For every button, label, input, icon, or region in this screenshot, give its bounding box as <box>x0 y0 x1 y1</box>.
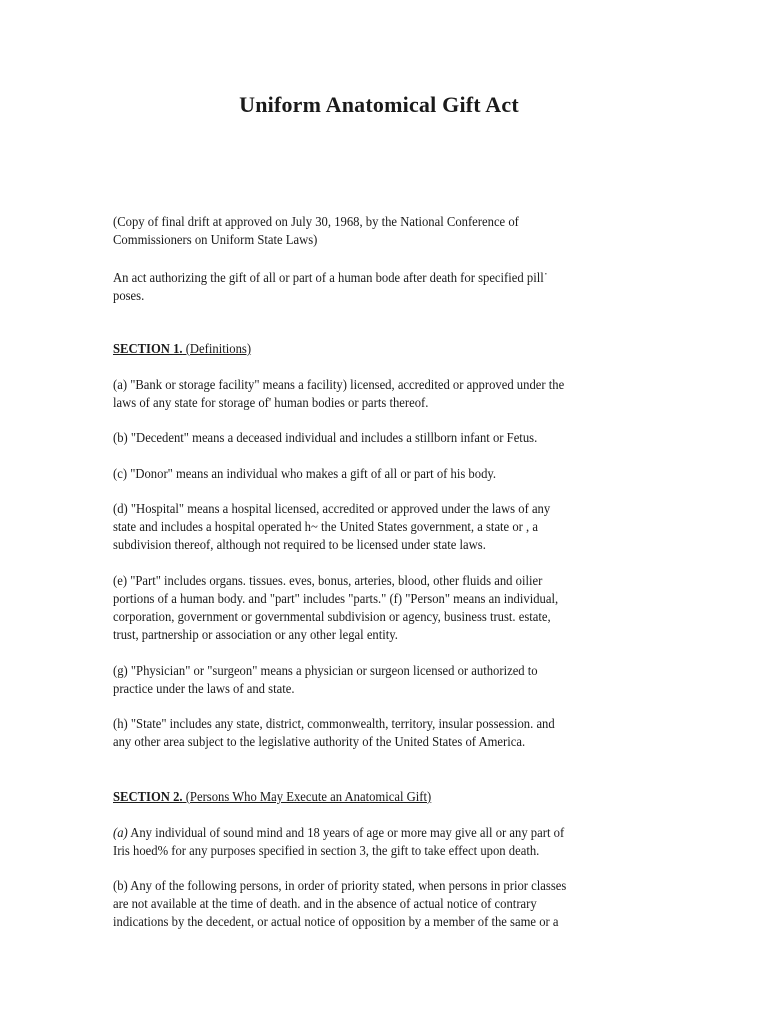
section-2-a-paragraph <box>113 824 615 860</box>
section-2-title: (Persons Who May Execute an Anatomical Gift) <box>182 789 432 804</box>
section-2-number: SECTION 2. <box>113 789 183 804</box>
text-line: (a) "Bank or storage facility" means a facility) licensed, accredited or approved under the <box>113 377 565 392</box>
definition-d-paragraph <box>113 500 615 554</box>
text-line: portions of a human body. and "part" includes "parts." (f) "Person" means an individual, <box>113 591 559 606</box>
copy-note-paragraph <box>113 213 615 249</box>
section-2-b-paragraph <box>113 877 615 931</box>
text-line: (b) Any of the following persons, in order of priority stated, when persons in prior classes <box>113 878 567 893</box>
purpose-paragraph <box>113 269 615 305</box>
section-2-heading <box>113 788 431 806</box>
text-line: are not available at the time of death. and in the absence of actual notice of contrary <box>113 896 537 911</box>
text-line: (h) "State" includes any state, district, commonwealth, territory, insular possession. and <box>113 716 555 731</box>
definition-e-f-paragraph <box>113 572 615 644</box>
definition-a-paragraph <box>113 376 615 412</box>
definition-b-paragraph <box>113 429 615 447</box>
text-line: subdivision thereof, although not required to be licensed under state laws. <box>113 537 486 552</box>
document-title: Uniform Anatomical Gift Act <box>239 92 519 117</box>
text-line: practice under the laws of and state. <box>113 681 295 696</box>
section-1-title: (Definitions) <box>182 341 252 356</box>
text-line: (e) "Part" includes organs. tissues. eves, bonus, arteries, blood, other fluids and oilier <box>113 573 543 588</box>
text-line: Commissioners on Uniform State Laws) <box>113 232 318 247</box>
clause-text: Any individual of sound mind and 18 years of age or more may give all or any part of <box>127 825 565 840</box>
text-line <box>113 824 615 842</box>
text-line: (b) "Decedent" means a deceased individual and includes a stillborn infant or Fetus. <box>113 430 538 445</box>
definition-c-paragraph <box>113 465 615 483</box>
definition-h-paragraph <box>113 715 615 751</box>
text-line: corporation, government or governmental subdivision or agency, business trust. estate, <box>113 609 551 624</box>
text-line: Iris hoed% for any purposes specified in section 3, the gift to take effect upon death. <box>113 843 540 858</box>
text-line: (d) "Hospital" means a hospital licensed, accredited or approved under the laws of any <box>113 501 551 516</box>
text-line: (c) "Donor" means an individual who makes a gift of all or part of his body. <box>113 466 497 481</box>
text-line: any other area subject to the legislative authority of the United States of America. <box>113 734 526 749</box>
definition-g-paragraph <box>113 662 615 698</box>
text-line: (g) "Physician" or "surgeon" means a physician or surgeon licensed or authorized to <box>113 663 538 678</box>
section-1-heading <box>113 340 251 358</box>
clause-label: (a) <box>113 825 128 840</box>
text-line: trust, partnership or association or any other legal entity. <box>113 627 398 642</box>
text-line: poses. <box>113 288 145 303</box>
section-1-number: SECTION 1. <box>113 341 183 356</box>
text-line: An act authorizing the gift of all or part of a human bode after death for specified pill˙ <box>113 270 548 285</box>
text-line: (Copy of final drift at approved on July 30, 1968, by the National Conference of <box>113 214 519 229</box>
text-line: indications by the decedent, or actual notice of opposition by a member of the same or a <box>113 914 559 929</box>
text-line: state and includes a hospital operated h~ the United States government, a state or , a <box>113 519 538 534</box>
text-line: laws of any state for storage of' human bodies or parts thereof. <box>113 395 429 410</box>
